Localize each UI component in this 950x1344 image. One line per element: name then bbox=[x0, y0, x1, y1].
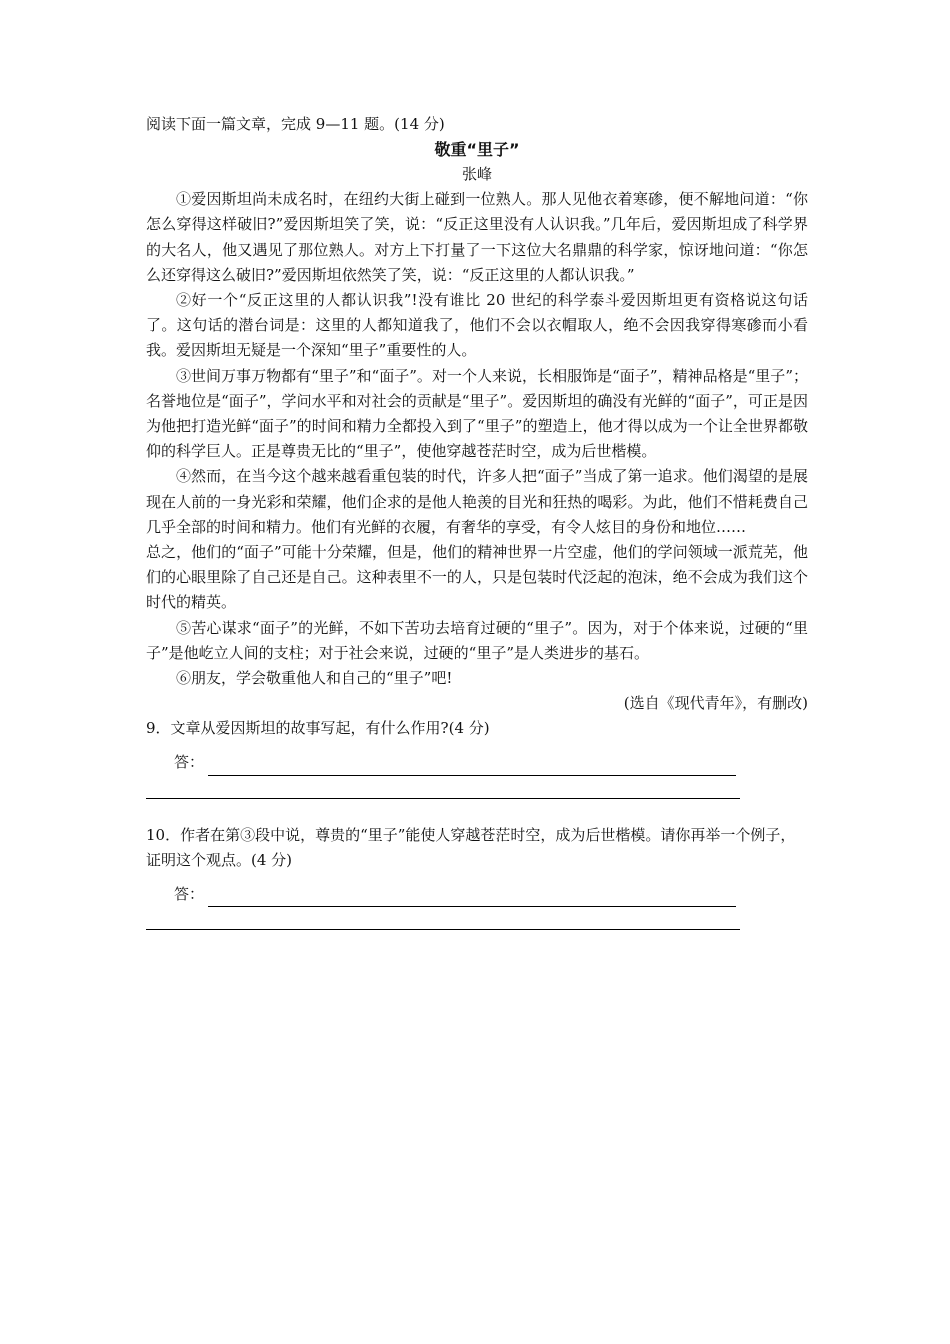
question-10-answer-line-2[interactable] bbox=[146, 907, 740, 930]
question-9-answer-line-1[interactable] bbox=[208, 756, 736, 776]
question-9-answer-row bbox=[146, 742, 808, 776]
article-title: 敬重“里子” bbox=[434, 140, 520, 160]
question-10-answer-row bbox=[146, 873, 808, 907]
question-10-answer-label: 答： bbox=[174, 884, 205, 903]
paragraph-4: ④然而，在当今这个越来越看重包装的时代，许多人把“面子”当成了第一追求。他们渴望的是展现在人前的一身光彩和荣耀，他们企求的是他人艳羡的目光和狂热的喝彩。为此，他们不惜耗费自己几乎全部的时间和精力。他们有光鲜的衣履，有奢华的享受，有令人炫目的身份和地位…… bbox=[146, 467, 808, 536]
paragraph-2: ②好一个“反正这里的人都认识我”!没有谁比 20 世纪的科学泰斗爱因斯坦更有资格说这句话了。这句话的潜台词是：这里的人都知道我了，他们不会以衣帽取人，绝不会因我穿得寒碜而小看我。爱因斯坦无疑是一个深知“里子”重要性的人。 bbox=[146, 291, 808, 360]
paragraph-3: ③世间万事万物都有“里子”和“面子”。对一个人来说，长相服饰是“面子”，精神品格是“里子”；名誉地位是“面子”，学问水平和对社会的贡献是“里子”。爱因斯坦的确没有光鲜的“面子”，可正是因为他把打造光鲜“面子”的时间和精力全都投入到了“里子”的塑造上，他才得以成为一个让全世界都敬仰的科学巨人。正是尊贵无比的“里子”，使他穿越苍茫时空，成为后世楷模。 bbox=[146, 366, 808, 461]
paragraph-1: ①爱因斯坦尚未成名时，在纽约大街上碰到一位熟人。那人见他衣着寒碜，便不解地问道：“你怎么穿得这样破旧?”爱因斯坦笑了笑，说：“反正这里没有人认识我。”几年后，爱因斯坦成了科学界的大名人，他又遇见了那位熟人。对方上下打量了一下这位大名鼎鼎的科学家，惊讶地问道：“你怎么还穿得这么破旧?”爱因斯坦依然笑了笑，说：“反正这里的人都认识我。” bbox=[146, 190, 808, 284]
article-author: 张峰 bbox=[461, 165, 492, 184]
question-9-answer-line-2[interactable] bbox=[146, 776, 740, 799]
question-10-answer-line-1[interactable] bbox=[208, 887, 736, 907]
paragraph-4-continuation: 总之，他们的“面子”可能十分荣耀，但是，他们的精神世界一片空虚，他们的学问领域一派荒芜，他们的心眼里除了自己还是自己。这种表里不一的人，只是包装时代泛起的泡沫，绝不会成为我们这个时代的精英。 bbox=[146, 543, 808, 612]
question-9-answer-label: 答： bbox=[174, 753, 205, 772]
question-9 bbox=[146, 716, 808, 798]
question-9-text: 9．文章从爱因斯坦的故事写起，有什么作用?(4 分) bbox=[146, 719, 490, 738]
reading-instruction: 阅读下面一篇文章，完成 9—11 题。(14 分) bbox=[146, 115, 445, 133]
question-10 bbox=[146, 823, 808, 930]
article-source: (选自《现代青年》，有删改) bbox=[623, 694, 808, 713]
question-10-text: 10．作者在第③段中说，尊贵的“里子”能使人穿越苍茫时空，成为后世楷模。请你再举一个例子，证明这个观点。(4 分) bbox=[146, 825, 796, 869]
paragraph-6: ⑥朋友，学会敬重他人和自己的“里子”吧! bbox=[176, 669, 453, 688]
exam-page bbox=[146, 112, 808, 930]
paragraph-5: ⑤苦心谋求“面子”的光鲜，不如下苦功去培育过硬的“里子”。因为，对于个体来说，过硬的“里子”是他屹立人间的支柱；对于社会来说，过硬的“里子”是人类进步的基石。 bbox=[146, 618, 808, 662]
